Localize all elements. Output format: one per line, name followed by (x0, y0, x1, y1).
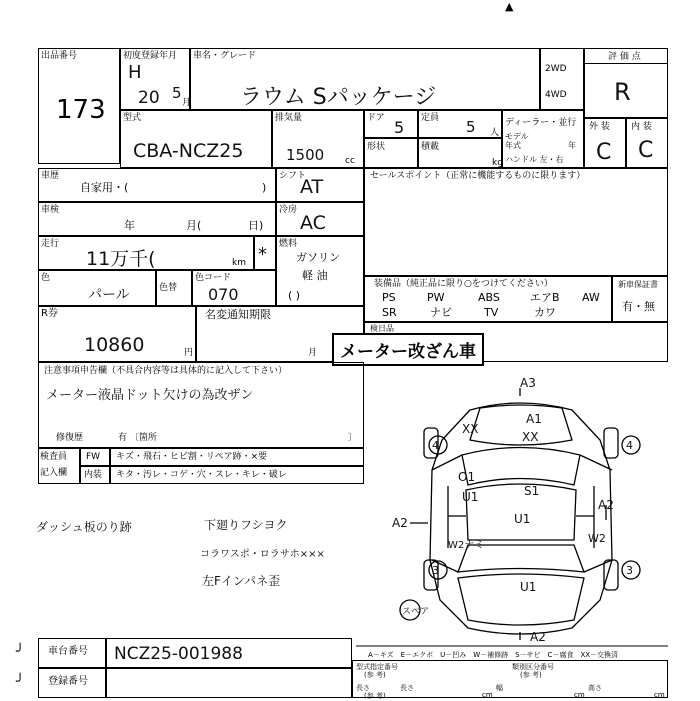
warranty-value: 有・無 (622, 300, 655, 313)
history-label: 車歴 (41, 171, 60, 181)
reg-label: 登録番号 (48, 676, 88, 687)
diagram-3-right: 3 (626, 564, 633, 577)
designation-ref: (参 考) (364, 671, 386, 679)
fw-marks: キズ・飛石・ヒビ割・リペア跡・×要 (116, 452, 268, 462)
year: 20 (138, 88, 160, 108)
sales-points-label: セールスポイント（正常に機能するものに限ります） (370, 171, 586, 181)
diagram-xx-2: XX (462, 422, 479, 436)
repair-history-value: 有 〔箇所 (118, 433, 157, 443)
color-value: パール (88, 287, 130, 303)
score-label: 評 価 点 (608, 52, 641, 62)
category-label: 類別区分番号 (512, 663, 554, 671)
month-unit: 月 (182, 98, 192, 108)
diagram-w2-namishi: W2ナミ (448, 540, 485, 551)
exterior-score: C (596, 140, 612, 165)
recycle-label: R券 (41, 308, 58, 319)
load-unit: kg (492, 158, 503, 168)
diagram-a2-right: A2 (598, 498, 614, 512)
first-registration-label: 初度登録年月 (123, 51, 178, 61)
model-code: CBA-NCZ25 (133, 140, 244, 162)
model-grade: ラウム Sパッケージ (240, 85, 437, 110)
designation-label: 型式指定番号 (356, 663, 398, 671)
capacity-unit: 人 (490, 128, 500, 138)
capacity-label: 定員 (421, 113, 440, 123)
name-change-label: 名変通知期限 (205, 308, 271, 321)
post-inspection-label: 検日品 (370, 324, 394, 333)
history-close: ) (262, 181, 267, 194)
inspection-day: 日) (248, 219, 264, 232)
equip-sr: SR (382, 306, 397, 319)
interior-label: 内 装 (631, 122, 652, 132)
load-label: 積載 (421, 142, 440, 152)
length-unit: cm (482, 691, 493, 699)
diagram-u1-2: U1 (514, 512, 531, 526)
name-change-month: 月 (308, 348, 318, 358)
length-label: 長さ (356, 684, 370, 692)
displacement-unit: cc (345, 156, 355, 166)
odometer-tampered-stamp: メーター改ざん車 (332, 333, 484, 366)
color-code: 070 (208, 285, 239, 304)
chassis-label: 車台番号 (48, 646, 88, 657)
model-code-label: 型式 (123, 113, 142, 123)
mileage-label: 走行 (41, 239, 60, 249)
damage-legend: A－キズ E－エクボ U－凹み W－補修跡 S－サビ C－腐食 XX－交換済 (368, 651, 619, 659)
diagram-a3: A3 (520, 376, 536, 390)
score-value: R (614, 78, 631, 106)
equip-tv: TV (484, 306, 499, 319)
remark-2: 下廻りフシヨク (204, 518, 288, 532)
width-unit: cm (574, 691, 585, 699)
equipment-label: 装備品（純正品に限り○をつけてください） (374, 279, 553, 289)
displacement: 1500 (286, 146, 325, 164)
interior-score: C (638, 138, 654, 163)
diagram-u1-1: U1 (462, 490, 479, 504)
inspection-month: 月( (186, 219, 202, 232)
diagram-4-right: 4 (626, 439, 633, 452)
height-label: 高さ (588, 684, 602, 692)
diagram-4-left: 4 (432, 439, 439, 452)
doors: 5 (394, 118, 405, 137)
lot-number: 173 (56, 95, 106, 125)
interior-marks: キタ・汚レ・コゲ・穴・スレ・キレ・破レ (116, 470, 287, 480)
exterior-label: 外 装 (589, 122, 610, 132)
equip-airbag: エアB (530, 291, 560, 304)
inspection-year: 年 (124, 219, 135, 232)
corner-mark: ▲ (505, 0, 514, 13)
color-code-label: 色コード (195, 273, 232, 283)
mileage: 11万千( (86, 248, 156, 270)
displacement-label: 排気量 (275, 113, 303, 123)
mileage-unit: km (232, 258, 246, 268)
remark-4: 左Fインパネ歪 (202, 574, 281, 588)
diagram-w2: W2 (588, 532, 606, 545)
length-sub-label: 長さ (400, 684, 414, 692)
recycle-unit: 円 (184, 348, 194, 358)
equip-aw: AW (582, 291, 600, 304)
year-unit: 年 (568, 141, 576, 150)
chassis-number: NCZ25-001988 (114, 644, 243, 664)
fuel-other: ( ) (288, 289, 301, 302)
notes-text: メーター液晶ドット欠けの為改ザン (46, 388, 254, 403)
model-grade-label: 車名・グレード (193, 51, 257, 61)
equip-abs: ABS (478, 291, 500, 304)
diagram-a2-left: A2 (392, 516, 408, 530)
interior-label: 内装 (84, 470, 103, 480)
height-unit: cm (654, 691, 665, 699)
history-value: 自家用・( (80, 181, 129, 194)
dealer-label: ディーラー・並行 (505, 118, 577, 128)
shift-value: AT (300, 176, 324, 198)
warranty-label: 新車保証書 (618, 280, 658, 289)
diagram-s1: S1 (524, 484, 540, 498)
body-shape-label: 形状 (367, 142, 386, 152)
ac-value: AC (300, 212, 326, 234)
lot-number-label: 出品番号 (41, 51, 78, 61)
fuel-gasoline: ガソリン (296, 251, 340, 264)
shift-label: シフト (279, 171, 307, 181)
length-ref: (参 考) (364, 692, 386, 700)
remark-1: ダッシュ板のり跡 (36, 520, 132, 534)
diagram-xx-1: XX (522, 430, 539, 444)
fw-label: FW (86, 452, 101, 462)
fuel-light-oil: 軽 油 (302, 269, 328, 282)
inspection-label: 車検 (41, 205, 60, 215)
capacity: 5 (466, 118, 476, 136)
diagram-o1: O1 (458, 470, 476, 484)
era: H (128, 62, 142, 83)
equip-leather: カワ (534, 306, 556, 319)
notes-label: 注意事項申告欄（不具合内容等は具体的に記入して下さい） (44, 366, 288, 376)
month: 5 (172, 84, 182, 102)
repair-history-label: 修復歴 (56, 433, 84, 443)
diagram-a1: A1 (526, 412, 542, 426)
margin-mark-1: ╯ (16, 644, 25, 660)
mileage-check: * (258, 244, 267, 265)
diagram-3-left: 3 (432, 564, 439, 577)
repair-history-close: 〕 (348, 433, 358, 443)
drive-2wd: 2WD (545, 64, 567, 74)
equip-pw: PW (427, 291, 445, 304)
equip-navi: ナビ (430, 306, 452, 319)
ac-label: 冷房 (279, 205, 298, 215)
diagram-a2-bottom: A2 (530, 630, 546, 644)
fuel-label: 燃料 (279, 239, 298, 249)
model-year-label-2: 年式 (505, 141, 521, 150)
reg-value-box (106, 668, 352, 698)
equip-ps: PS (382, 291, 396, 304)
drive-4wd: 4WD (545, 90, 567, 100)
color-change-label: 色替 (159, 283, 178, 293)
color-label: 色 (41, 273, 51, 283)
width-label: 幅 (496, 684, 503, 692)
handle-label: ハンドル 左・右 (505, 155, 564, 164)
model-year-label: モデル (505, 132, 529, 141)
margin-mark-2: ╯ (16, 674, 25, 690)
diagram-u1-3: U1 (520, 580, 537, 594)
inspector-label: 検査員 (40, 452, 68, 462)
category-ref: (参 考) (520, 671, 542, 679)
remark-3: コラワスポ・ロラサホ××× (200, 549, 325, 560)
doors-label: ドア (367, 113, 385, 123)
diagram-spare-tire: スペア (402, 607, 430, 617)
recycle-value: 10860 (84, 334, 145, 356)
entry-label: 記入欄 (40, 468, 68, 478)
